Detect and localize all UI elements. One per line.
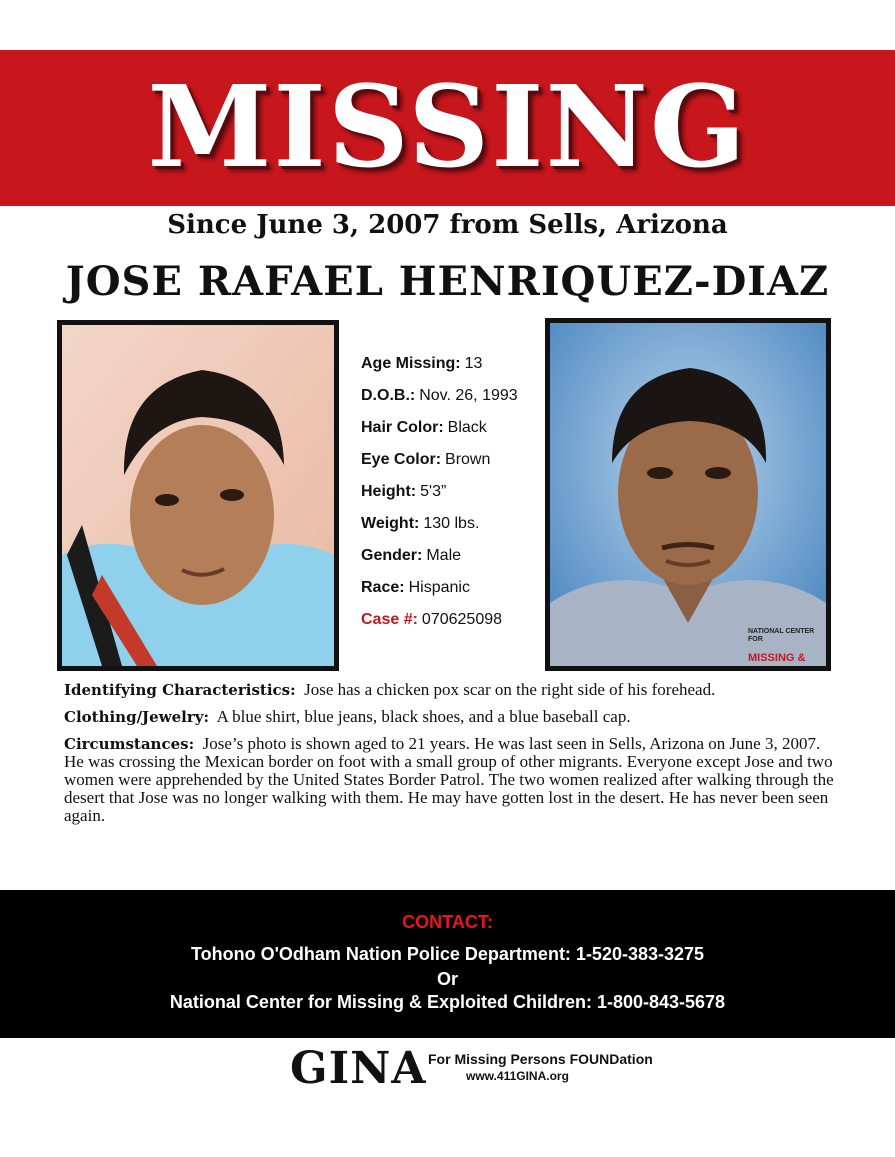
- fact-gender: Gender: Male: [361, 547, 462, 564]
- fact-hair-color: Hair Color: Black: [361, 419, 487, 436]
- person-name: JOSE RAFAEL HENRIQUEZ-DIAZ: [65, 258, 830, 305]
- age-progression-photo-icon: [550, 323, 826, 666]
- gina-logo: GINA: [290, 1043, 427, 1094]
- age-progression-photo: [545, 318, 831, 671]
- contact-or: Or: [436, 969, 458, 989]
- circumstances: Circumstances: Jose’s photo is shown aged to 21 years. He was last seen in Sells, Arizona on June 3, 2007. He was crossing the Mexican border on foot with a small group of other migrants. Everyone except Jose and two women were apprehended by the United States Border Patrol. The two women realized after walking through the desert that Jose was no longer walking with them. He may have gotten lost in the desert. He has never been seen again.: [64, 734, 834, 825]
- child-photo: [57, 320, 339, 671]
- fact-case-number: Case #: 070625098: [361, 611, 503, 628]
- fact-age-missing: Age Missing: 13: [361, 355, 483, 372]
- ncmec-watermark: NATIONAL CENTER FOR MISSING &: [748, 628, 815, 664]
- footer: [0, 1043, 895, 1093]
- fact-dob: D.O.B.: Nov. 26, 1993: [361, 387, 518, 404]
- contact-ncmec: National Center for Missing & Exploited Children: 1-800-843-5678: [169, 992, 726, 1012]
- child-photo-icon: [62, 325, 334, 666]
- fact-race: Race: Hispanic: [361, 579, 470, 596]
- missing-banner: [0, 50, 895, 206]
- gina-url: www.411GINA.org: [466, 1069, 569, 1083]
- contact-police: Tohono O'Odham Nation Police Department: 1-520-383-3275: [190, 944, 705, 964]
- fact-height: Height: 5'3”: [361, 483, 447, 500]
- contact-title: CONTACT:: [402, 912, 493, 932]
- contact-section: [0, 890, 895, 1038]
- details-section: [64, 681, 834, 834]
- facts-list: [361, 352, 541, 640]
- gina-tagline: For Missing Persons FOUNDation: [428, 1051, 653, 1067]
- fact-eye-color: Eye Color: Brown: [361, 451, 491, 468]
- identifying-characteristics: Identifying Characteristics: Jose has a chicken pox scar on the right side of his forehead.: [64, 680, 716, 699]
- missing-since-line: Since June 3, 2007 from Sells, Arizona: [167, 210, 728, 240]
- clothing-jewelry: Clothing/Jewelry: A blue shirt, blue jeans, black shoes, and a blue baseball cap.: [64, 707, 631, 726]
- fact-weight: Weight: 130 lbs.: [361, 515, 480, 532]
- banner-title: MISSING: [147, 62, 748, 193]
